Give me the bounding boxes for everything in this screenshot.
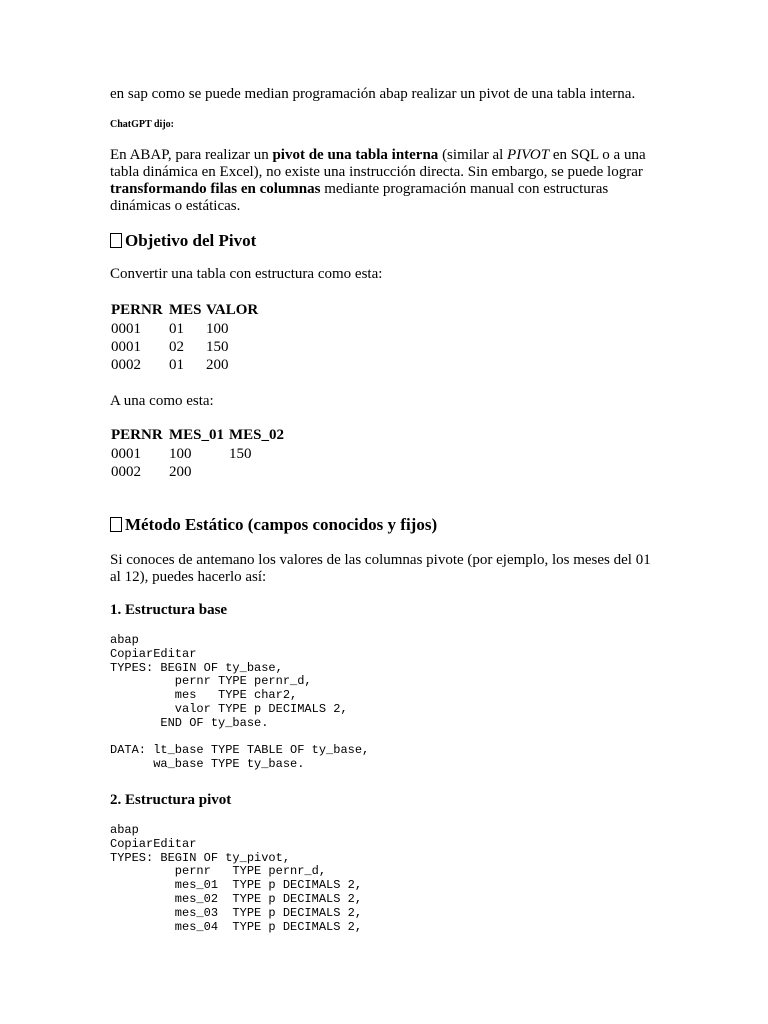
table-row [109,338,260,356]
pivot-table [109,426,286,481]
subheading-pivot: 2. Estructura pivot [110,792,232,808]
table-cell: 100 [206,320,229,337]
section2-heading-text: Método Estático (campos conocidos y fijos) [125,515,438,534]
intro-text-3: en SQL o a una tabla dinámica en Excel), no existe una instrucción directa. Sin embargo, se puede lograr [110,147,646,180]
table-row [109,445,286,463]
table-cell: 01 [169,320,184,337]
missing-glyph-icon [110,517,122,532]
user-prompt: en sap como se puede median programación abap realizar un pivot de una tabla interna. [110,86,636,102]
table-row [109,463,286,481]
table-row [109,320,260,338]
intro-text-1: En ABAP, para realizar un [110,147,273,163]
col-pernr: PERNR [111,427,163,443]
to-text: A una como esta: [110,393,214,409]
table-cell: 150 [206,338,229,355]
intro-bold-1: pivot de una tabla interna [272,147,439,163]
col-pernr: PERNR [111,302,163,318]
section2-text: Si conoces de antemano los valores de las columnas pivote (por ejemplo, los meses del 01 al 12), puedes hacerlo así: [110,552,651,585]
pivot-table-header [109,426,286,445]
intro-bold-2: transformando filas en columnas [110,181,321,197]
intro-paragraph [110,147,660,215]
intro-text-4: mediante programación manual con estructuras dinámicas o estáticas. [110,181,609,214]
section1-heading [110,231,256,251]
table-cell: 0001 [111,320,141,337]
speaker-label: ChatGPT dijo: [110,119,174,130]
table-cell: 200 [206,356,229,373]
source-table-header [109,301,260,320]
table-cell: 0002 [111,463,141,480]
col-valor: VALOR [206,302,259,318]
convert-text: Convertir una tabla con estructura como esta: [110,266,383,282]
table-cell [227,463,286,481]
subheading-base: 1. Estructura base [110,602,228,618]
table-cell: 200 [169,463,192,480]
table-cell: 01 [169,356,184,373]
table-row [109,356,260,374]
col-mes-02: MES_02 [229,427,285,443]
source-table [109,301,260,374]
col-mes: MES [169,302,202,318]
code-block-pivot: abap CopiarEditar TYPES: BEGIN OF ty_pivot, pernr TYPE pernr_d, mes_01 TYPE p DECIMALS 2, mes_02 TYPE p DECIMALS 2, mes_03 TYPE p DECIMALS 2, mes_04 TYPE p DECIMALS 2, [110,823,363,934]
col-mes-01: MES_01 [169,427,225,443]
section2-heading [110,515,437,535]
missing-glyph-icon [110,233,122,248]
code-block-base: abap CopiarEditar TYPES: BEGIN OF ty_base, pernr TYPE pernr_d, mes TYPE char2, valor TYPE p DECIMALS 2, END OF ty_base. DATA: lt_base TYPE TABLE OF ty_base, wa_base TYPE ty_base. [110,633,370,772]
table-cell: 02 [169,338,184,355]
table-cell: 0001 [111,338,141,355]
table-cell: 0002 [111,356,141,373]
table-cell: 150 [229,445,252,462]
intro-text-2: (similar al [438,147,508,163]
intro-italic: PIVOT [507,147,550,163]
table-cell: 0001 [111,445,141,462]
section1-heading-text: Objetivo del Pivot [125,231,257,250]
table-cell: 100 [169,445,192,462]
